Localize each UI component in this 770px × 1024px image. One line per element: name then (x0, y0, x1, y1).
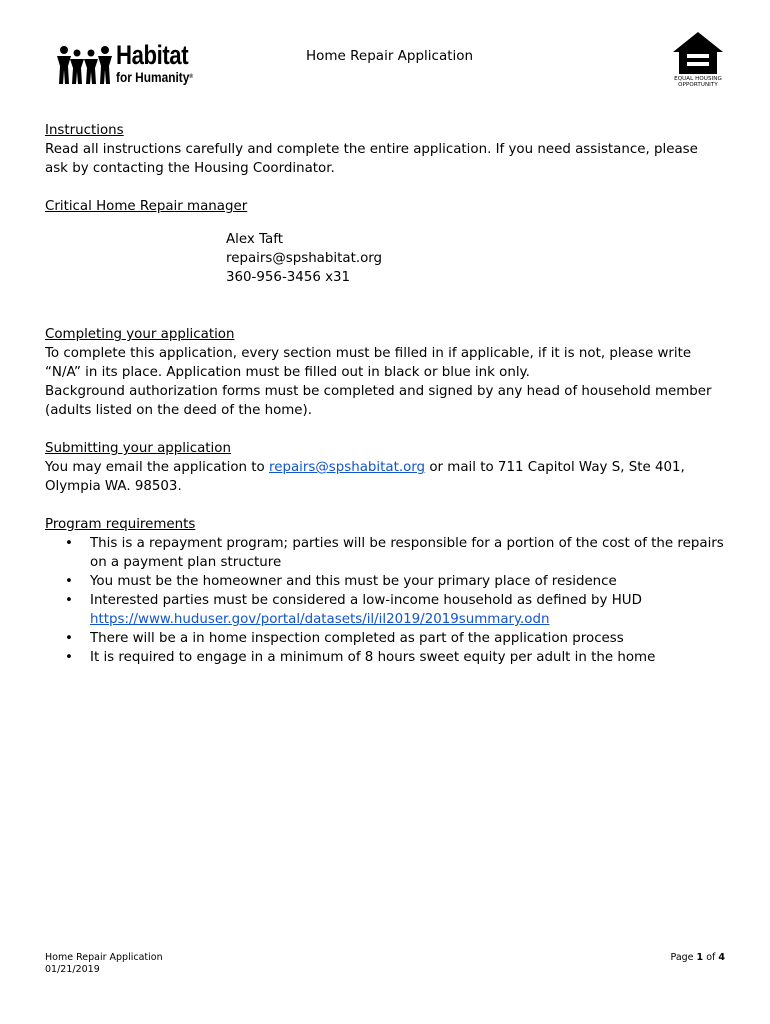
list-item: • You must be the homeowner and this must be your primary place of residence (65, 574, 617, 589)
manager-email: repairs@spshabitat.org (226, 251, 383, 266)
logo-habitat-text: Habitat (116, 40, 189, 70)
hud-link[interactable]: https://www.huduser.gov/portal/datasets/il/il2019/2019summary.odn (90, 612, 550, 627)
habitat-logo (56, 42, 216, 88)
completing-heading: Completing your application (45, 327, 235, 342)
manager-phone: 360-956-3456 x31 (226, 270, 351, 285)
page-title: Home Repair Application (306, 48, 474, 64)
list-item: • This is a repayment program; parties will be responsible for a portion of the cost of the repairs on a payment plan structure (65, 536, 724, 570)
logo-humanity-text: for Humanity® (116, 69, 194, 85)
footer-date: 01/21/2019 (45, 964, 100, 975)
habitat-figures-logo-icon (56, 44, 114, 86)
instructions-heading: Instructions (45, 123, 124, 138)
requirements-list (45, 534, 725, 667)
submitting-heading: Submitting your application (45, 441, 231, 456)
instructions-text: Read all instructions carefully and complete the entire application. If you need assistance, please ask by contacting the Housing Coordinator. (45, 142, 698, 176)
footer-doc-info (45, 952, 163, 976)
manager-heading: Critical Home Repair manager (45, 199, 248, 214)
equal-housing-house-icon (671, 30, 725, 76)
list-item: • It is required to engage in a minimum of 8 hours sweet equity per adult in the home (65, 650, 656, 665)
document-body (45, 121, 725, 667)
footer-doc-name: Home Repair Application (45, 952, 163, 963)
email-link[interactable]: repairs@spshabitat.org (269, 460, 426, 475)
list-item: • There will be a in home inspection completed as part of the application process (65, 631, 624, 646)
requirements-heading: Program requirements (45, 517, 196, 532)
footer-page-number: Page 1 of 4 (670, 952, 725, 963)
equal-housing-caption: EQUAL HOUSING OPPORTUNITY (674, 76, 722, 88)
submitting-text: You may email the application to repairs@spshabitat.org or mail to 711 Capitol Way S, Ste 401, Olympia WA. 98503. (45, 460, 685, 494)
completing-para-1: To complete this application, every section must be filled in if applicable, if it is not, please write “N/A” in its place. Application must be filled out in black or blue ink only. (45, 346, 692, 380)
manager-name: Alex Taft (226, 232, 283, 247)
list-item: • Interested parties must be considered a low-income household as defined by HUD https://www.huduser.gov/portal/datasets/il/il2019/2019summary.odn (65, 593, 642, 627)
equal-housing-logo (671, 30, 725, 90)
completing-para-2: Background authorization forms must be completed and signed by any head of household member (adults listed on the deed of the home). (45, 384, 712, 418)
